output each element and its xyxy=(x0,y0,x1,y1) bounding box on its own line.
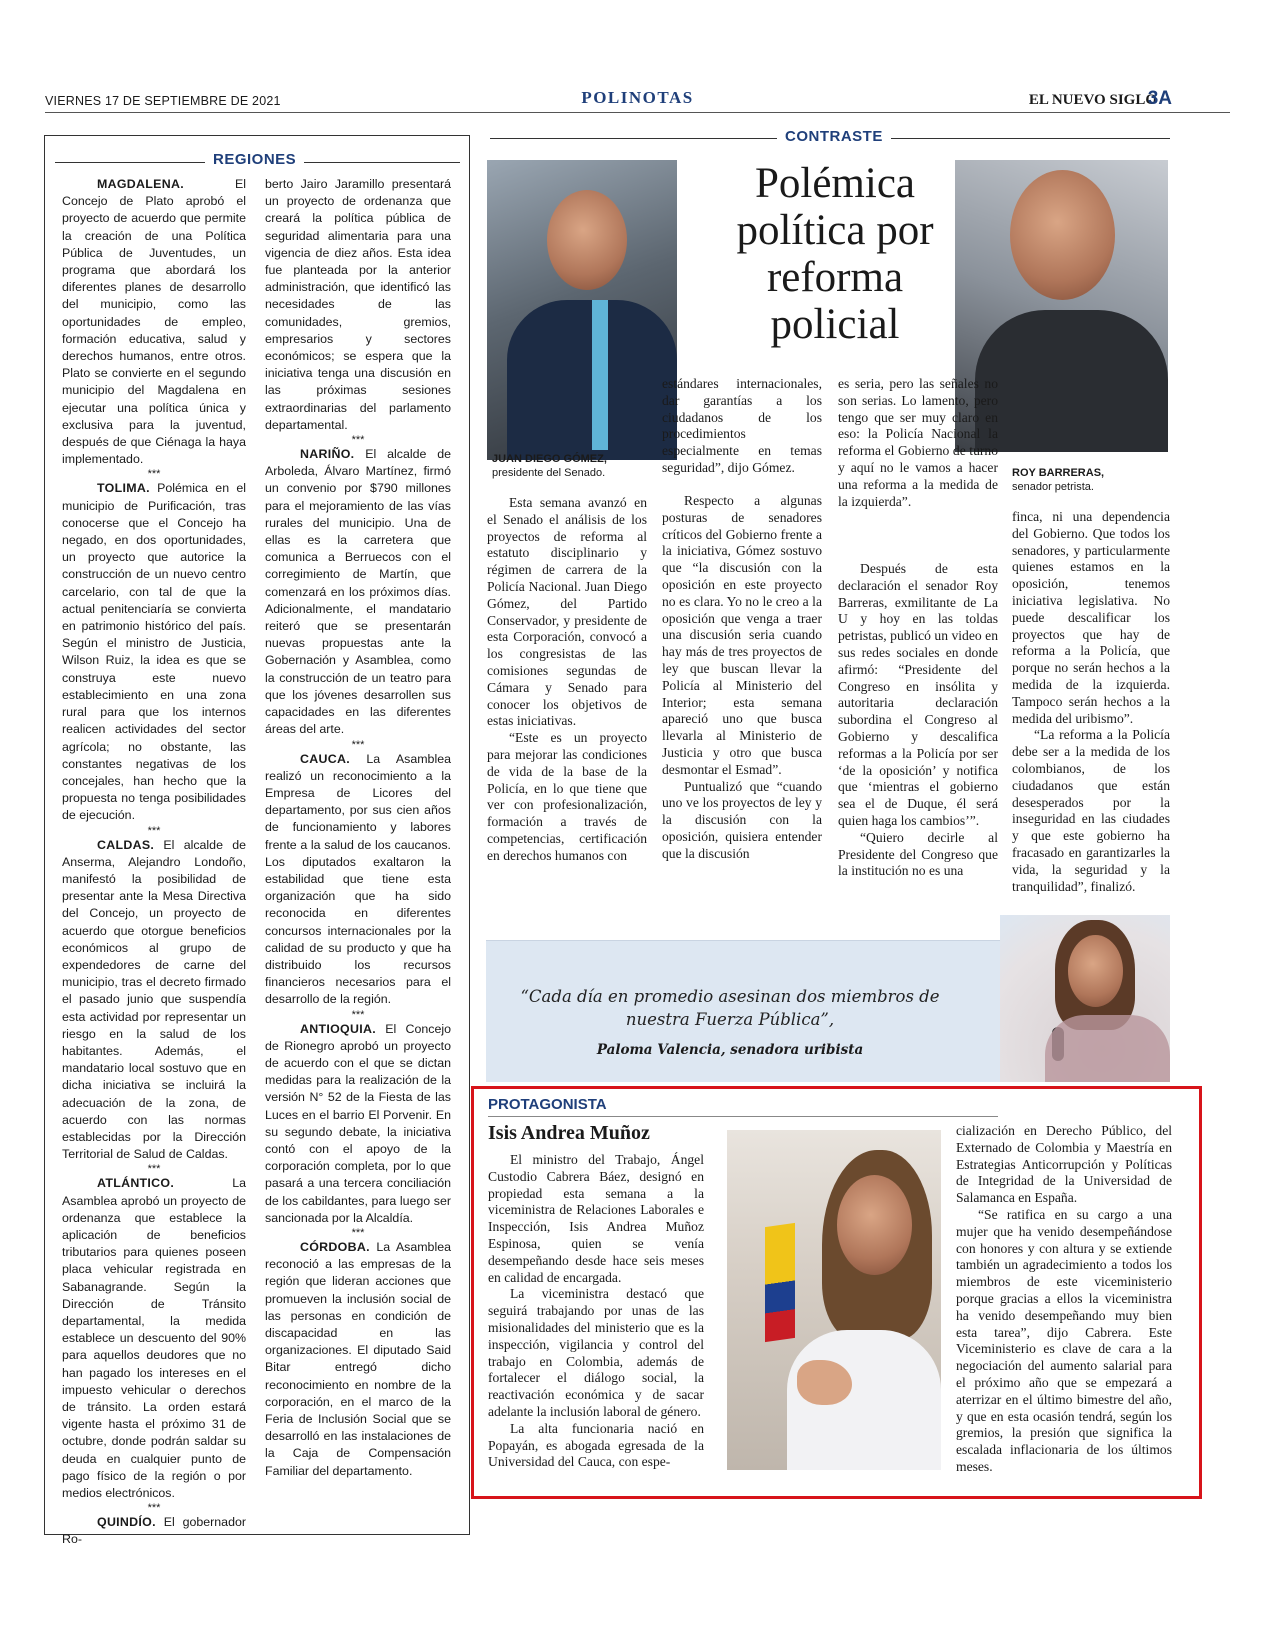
isis-andrea-munoz-photo xyxy=(727,1130,941,1470)
caption-right xyxy=(1012,466,1162,494)
protagonista-column-1 xyxy=(488,1152,704,1471)
protagonista-name: Isis Andrea Muñoz xyxy=(488,1122,650,1144)
paragraph: Después de esta declaración el senador Roy Barreras, exmilitante de La U y hoy en las toldas petristas, publicó un video en sus redes sociales en donde afirmó: “Presidente del Congreso en insólita y autoritaria declaración subordina el Congreso al Gobierno y descalifica reformas a la Policía por ser ‘de la oposición’ y notifica que ‘mientras el gobierno sea el de Duque, él será quien haga los cambios’”. xyxy=(838,561,998,828)
caption-right-role: senador petrista. xyxy=(1012,481,1094,493)
separator: *** xyxy=(351,434,365,447)
flag-shape xyxy=(765,1223,795,1342)
regiones-column-1 xyxy=(62,176,246,1549)
region-name: TOLIMA. xyxy=(97,481,150,496)
region-item xyxy=(265,1239,451,1480)
region-text: El Concejo de Rionegro aprobó un proyecto de acuerdo con el que se dictan medidas para la realización de la versión N° 52 de la Fiesta de las Luces en el barrio El Porvenir. En su segundo debate, la iniciativa contó con el apoyo de la corporación completa, por lo que pasará a una tercera conciliación de los cabildantes, para luego ser sancionada por la Alcaldía. xyxy=(265,1021,451,1225)
region-item xyxy=(62,1175,246,1502)
paragraph: El ministro del Trabajo, Ángel Custodio Cabrera Báez, designó en propiedad esta semana a la viceministra de Relaciones Laborales e Inspección, Isis Andrea Muñoz Espinosa, quien se venía desempeñando desde hace seis meses en calidad de encargada. xyxy=(488,1152,704,1285)
region-name: CALDAS. xyxy=(97,837,155,852)
region-text: La Asamblea aprobó un proyecto de ordenanza que establece la aplicación de beneficios tributarios para quienes poseen placa vehicular registrada en Sabanagrande. Según la Dirección de Tránsito departamental, la medida establece un descuento del 90% para aquellos deudores que no han pagado los intereses en el impuesto vehicular o derechos de tránsito. La orden estará vigente hasta el próximo 31 de octubre, donde podrán saldar su deuda en cualquier punto de pago físico de la región o por medios electrónicos. xyxy=(62,1176,246,1501)
contraste-title: CONTRASTE xyxy=(777,128,891,145)
caption-left-role: presidente del Senado. xyxy=(492,467,606,479)
face-shape xyxy=(547,190,627,290)
paragraph: es seria, pero las señales no son serias. Lo lamento, pero tengo que ser muy claro en eso: la Policía Nacional la reforma el Gobierno de turno y aquí no le vamos a hacer una reforma a la medida de la izquierda”. xyxy=(838,376,998,509)
paragraph: estándares internacionales, dar garantías a los ciudadanos de los procedimientos especialmente en temas seguridad”, dijo Gómez. xyxy=(662,376,822,475)
region-text: berto Jairo Jaramillo presentará un proyecto de ordenanza que creará la política pública de seguridad alimentaria para una vigencia de diez años. Esta idea fue planteada por la anterior administración, que identificó las necesidades de las comunidades, gremios, empresarios y sectores económicos; se espera que la iniciativa tenga una discusión en las próximas sesiones extraordinarias del parlamento departamental. xyxy=(265,177,451,432)
issue-date: VIERNES 17 DE SEPTIEMBRE DE 2021 xyxy=(45,94,281,108)
region-text: El Concejo de Plato aprobó el proyecto de acuerdo que permite la creación de una Política Pública de Juventudes, un programa que abordará los diferentes planes de desarrollo del municipio, como las oportunidades de empleo, formación educativa, salud y derechos humanos, entre otros. Plato se convierte en el segundo municipio del Magdalena en ejecutar una política única y exclusiva para la juventud, después de que Ciénaga la haya implementado. xyxy=(62,177,246,467)
contraste-column-3-top xyxy=(838,376,998,510)
separator: *** xyxy=(147,1163,161,1176)
paragraph: Puntualizó que “cuando uno ve los proyectos de ley y la discusión con la oposición, quisiera entender que la discusión xyxy=(662,778,822,861)
caption-right-name: ROY BARRERAS, xyxy=(1012,467,1105,479)
section-name: POLINOTAS xyxy=(581,88,694,107)
region-name: ATLÁNTICO. xyxy=(97,1176,175,1191)
region-item xyxy=(62,480,246,824)
paragraph: La viceministra destacó que seguirá trabajando por unas de las misionalidades del ministerio que es la inspección, vigilancia y control del trabajo en Colombia, además de fortalecer el diálogo social, la reactivación económica y de sacar adelante la inclusión laboral de género. xyxy=(488,1286,704,1419)
frase-author: Paloma Valencia, senadora uribista xyxy=(596,1042,864,1058)
contraste-column-3 xyxy=(838,561,998,880)
contraste-column-4 xyxy=(1012,509,1170,895)
region-name: CAUCA. xyxy=(300,751,350,766)
caption-left-name: JUAN DIEGO GÓMEZ, xyxy=(492,453,607,465)
separator: *** xyxy=(351,1226,365,1239)
region-item xyxy=(265,751,451,1009)
region-text: Polémica en el municipio de Purificación, tras conocerse que el Concejo ha negado, en dos oportunidades, un proyecto que autorice la construcción de un nuevo centro carcelario, con tal de que la actual penitenciaría se convierta en patrimonio histórico del país. Según el ministro de Justicia, Wilson Ruiz, la idea es que se construya este nuevo establecimiento en una zona rural para que los internos realicen actividades del sector agrícola; no obstante, las constantes negativas de los concejales, han hecho que la propuesta no tenga posibilidades de ejecución. xyxy=(62,481,246,823)
page-number: 3A xyxy=(1147,88,1172,109)
region-item xyxy=(62,1514,246,1548)
blouse-shape xyxy=(1045,1015,1170,1082)
caption-left xyxy=(492,452,672,480)
tie-shape xyxy=(592,300,608,450)
paragraph: “Se ratifica en su cargo a una mujer que ha venido desempeñándose con honores y con altura y se extiende también un agradecimiento a todos los miembros de este viceministerio porque gracias a ellos la viceministra ha venido desempeñando muy bien esta tarea”, dijo Cabrera. Este Viceministerio es clave de cara a la negociación del aumento salarial para el próximo año que se empezará a aterrizar en el último bimestre del año, y que en esta ocasión tendrá, según los gremios, la presión que significa la escalada inflacionaria de los últimos meses. xyxy=(956,1206,1172,1474)
protagonista-column-2 xyxy=(956,1123,1172,1476)
juan-diego-gomez-photo xyxy=(487,160,677,460)
jacket-shape xyxy=(975,310,1168,452)
region-name: MAGDALENA. xyxy=(97,177,184,191)
header-rule xyxy=(45,112,1230,113)
region-text: El alcalde de Arboleda, Álvaro Martínez, firmó un convenio por $790 millones para el mejoramiento de las vías rurales del municipio. Una de ellas es la carretera que comunica a Berruecos con el corregimiento de Martín, que comenzará en los próximos días. Adicionalmente, el mandatario reiteró que se presentarán nuevas propuestas ante la Gobernación y Asamblea, como la construcción de un teatro para que los jóvenes desarrollen sus capacidades en las diferentes áreas del arte. xyxy=(265,447,451,737)
region-text: La Asamblea realizó un reconocimiento a la Empresa de Licores del departamento, por sus cien años de funcionamiento y labores frente a la salud de los caucanos. Los diputados exaltaron la estabilidad que tiene esta organización que ha sido reconocida en diferentes concursos internacionales por la calidad de su producto y que ha distribuido los recursos financieros necesarios para el desarrollo de la región. xyxy=(265,751,451,1007)
protagonista-rule xyxy=(488,1116,998,1117)
separator: *** xyxy=(147,1502,161,1515)
region-item xyxy=(62,176,246,468)
region-item xyxy=(265,176,451,434)
contraste-column-2 xyxy=(662,493,822,863)
contraste-column-2-top xyxy=(662,376,822,477)
regiones-title: REGIONES xyxy=(205,151,304,168)
paragraph: Respecto a algunas posturas de senadores críticos del Gobierno frente a la iniciativa, Gómez sostuvo que “la discusión con la oposición en este proyecto no es clara. Yo no le creo a la oposición que venga a traer una discusión seria cuando hay más de tres proyectos de ley que buscan llevar la Policía al Ministerio del Interior; esta semana apareció uno que busca llevarla al Ministerio de Justicia y otro que busca desmontar el Esmad”. xyxy=(662,493,822,777)
paragraph: “La reforma a la Policía debe ser a la medida de los colombianos, de los ciudadanos que están desesperados por la inseguridad en las ciudades y que este gobierno ha fracasado en garantizarles la vida, la seguridad y la tranquilidad”, finalizó. xyxy=(1012,727,1170,894)
region-item xyxy=(265,1021,451,1227)
paragraph: “Este es un proyecto para mejorar las condiciones de vida de la base de la Policía, en lo que tiene que ver con profesionalización, formación a través de competencias, certificación en derechos humanos con xyxy=(487,730,647,863)
paragraph: cialización en Derecho Público, del Externado de Colombia y Maestría en Estrategias Anticorrupción y Políticas de Integridad de la Universidad de Salamanca en España. xyxy=(956,1123,1172,1206)
region-name: ANTIOQUIA. xyxy=(300,1021,376,1036)
region-name: NARIÑO. xyxy=(300,447,355,462)
separator: *** xyxy=(147,824,161,837)
region-item xyxy=(265,446,451,738)
newspaper-name: EL NUEVO SIGLO xyxy=(1028,92,1157,108)
headline: Polémica política por reforma policial xyxy=(736,160,934,348)
region-name: CÓRDOBA. xyxy=(300,1239,370,1254)
face-shape xyxy=(837,1175,912,1275)
hand-shape xyxy=(797,1360,852,1405)
paloma-valencia-photo xyxy=(1000,915,1170,1082)
face-shape xyxy=(1010,170,1115,300)
protagonista-title: PROTAGONISTA xyxy=(488,1096,607,1113)
frase-quote: “Cada día en promedio asesinan dos miembros de nuestra Fuerza Pública”, xyxy=(520,987,940,1029)
paragraph: finca, ni una dependencia del Gobierno. Que todos los senadores, y particularmente quienes estamos en la oposición, tenemos iniciativa legislativa. No puede descalificar los proyectos que hay de reforma a la Policía, que porque no serán hechos a la medida de la izquierda. Tampoco serán hechos a la medida del uribismo”. xyxy=(1012,509,1170,726)
paragraph: “Quiero decirle al Presidente del Congreso que la institución no es una xyxy=(838,829,998,879)
separator: *** xyxy=(147,468,161,481)
region-text: El gobernador Ro- xyxy=(62,1515,246,1547)
regiones-column-2 xyxy=(265,176,451,1480)
region-text: La Asamblea reconoció a las empresas de la región que lideran acciones que promueven la inclusión social de las personas en condición de discapacidad en las organizaciones. El diputado Said Bitar entregó dicho reconocimiento en nombre de la corporación, en el marco de la Feria de Inclusión Social que se desarrolló en las instalaciones de la Caja de Compensación Familiar del departamento. xyxy=(265,1239,451,1478)
separator: *** xyxy=(351,738,365,751)
face-shape xyxy=(1068,935,1123,1007)
region-name: QUINDÍO. xyxy=(97,1515,156,1530)
region-item xyxy=(62,837,246,1164)
paragraph: La alta funcionaria nació en Popayán, es abogada egresada de la Universidad del Cauca, con espe- xyxy=(488,1420,704,1470)
region-text: El alcalde de Anserma, Alejandro Londoño, manifestó la posibilidad de presentar ante la Mesa Directiva del Concejo, un proyecto de acuerdo que otorgue beneficios económicos al grupo de expendedores de carne del municipio, tras el decreto firmado el pasado junio que suspendía esta actividad por representar un riesgo en la salud de los habitantes. Además, el mandatario local sostuvo que en dicha iniciativa se incluirá la adecuación de la zona, de acuerdo con las normas establecidas por la Dirección Territorial de Salud de Caldas. xyxy=(62,837,246,1162)
contraste-column-1 xyxy=(487,495,647,865)
separator: *** xyxy=(351,1008,365,1021)
paragraph: Esta semana avanzó en el Senado el análisis de los proyectos de reforma al estatuto disciplinario y régimen de carrera de la Policía Nacional. Juan Diego Gómez, del Partido Conservador, y presidente de esta Corporación, convocó a los congresistas de las comisiones segundas de Cámara y Senado para conocer los objetivos de estas iniciativas. xyxy=(487,495,647,729)
